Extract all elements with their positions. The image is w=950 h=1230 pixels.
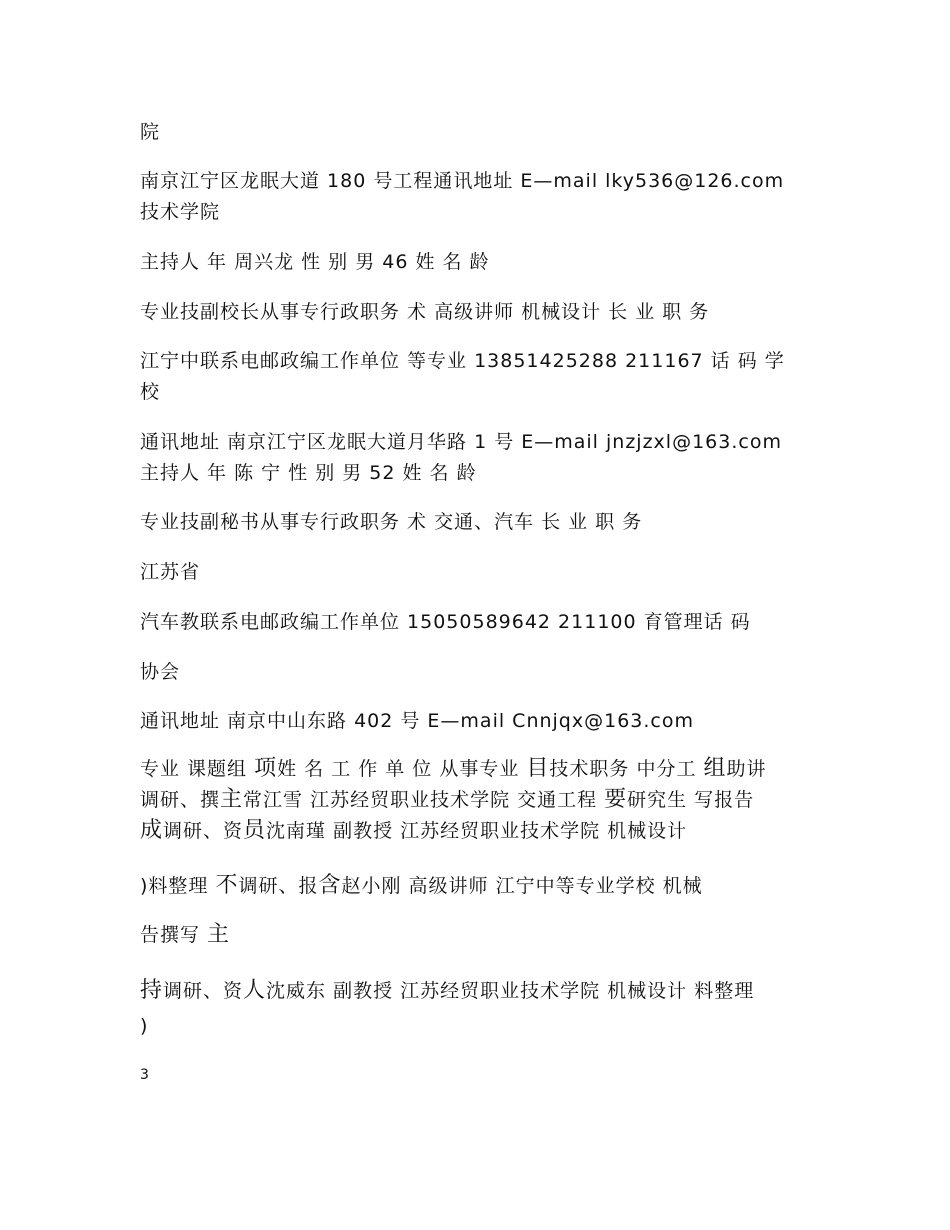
- team-row: [140, 920, 820, 950]
- text-fragment: 员: [243, 818, 267, 843]
- text-fragment: 要: [604, 787, 628, 812]
- text-fragment: 成: [140, 818, 164, 843]
- text-fragment: 助讲: [726, 758, 767, 780]
- text-fragment: 含: [318, 873, 342, 898]
- text-fragment: 调研、资: [163, 980, 244, 1002]
- text-fragment: 调研、撰: [140, 789, 221, 811]
- text-line: 通讯地址 南京江宁区龙眠大道月华路 1 号 E—mail jnzjzxl@163.com: [140, 431, 782, 453]
- text-line: 专业技副校长从事专行政职务 术 高级讲师 机械设计 长 业 职 务: [140, 301, 710, 323]
- text-fragment: ): [140, 1015, 149, 1037]
- text-line: 技术学院: [140, 201, 221, 223]
- text-fragment: 调研、报: [238, 875, 319, 897]
- text-fragment: 组: [703, 756, 727, 781]
- text-fragment: 常江雪 江苏经贸职业技术学院 交通工程: [243, 789, 605, 811]
- text-line: 通讯地址 南京中山东路 402 号 E—mail Cnnjqx@163.com: [140, 710, 694, 732]
- team-row: [140, 1011, 820, 1041]
- text-fragment: 赵小刚 高级讲师 江宁中等专业学校 机械: [341, 875, 703, 897]
- text-fragment: 研究生 写报告: [627, 789, 755, 811]
- text-line: 江宁中联系电邮政编工作单位 等专业 13851425288 211167 话 码 学: [140, 350, 785, 372]
- text-fragment: 人: [243, 978, 267, 1003]
- text-fragment: )料整理: [140, 875, 216, 897]
- text-fragment: 不: [215, 873, 239, 898]
- text-line: 主持人 年 周兴龙 性 别 男 46 姓 名 龄: [140, 251, 490, 273]
- text-fragment: 技术职务 中分工: [549, 758, 704, 780]
- team-row: [140, 976, 820, 1006]
- page-number: 3: [140, 1067, 149, 1083]
- team-row: [140, 871, 820, 901]
- text-line: 汽车教联系电邮政编工作单位 15050589642 211100 育管理话 码: [140, 611, 751, 633]
- text-line: 主持人 年 陈 宁 性 别 男 52 姓 名 龄: [140, 462, 477, 484]
- text-fragment: 姓 名 工 作 单 位 从事专业: [277, 758, 527, 780]
- text-fragment: 目: [526, 756, 550, 781]
- text-fragment: 告撰写: [140, 924, 208, 946]
- text-fragment: 专业 课题组: [140, 758, 255, 780]
- team-row: [140, 785, 820, 815]
- text-line: 院: [140, 121, 161, 143]
- team-row: [140, 816, 820, 846]
- text-fragment: 调研、资: [163, 820, 244, 842]
- text-line: 江苏省: [140, 561, 201, 583]
- team-row: [140, 754, 820, 784]
- text-fragment: 主: [220, 787, 244, 812]
- text-fragment: 持: [140, 978, 164, 1003]
- text-line: 协会: [140, 661, 181, 683]
- text-fragment: 项: [254, 756, 278, 781]
- text-fragment: 沈威东 副教授 江苏经贸职业技术学院 机械设计 料整理: [266, 980, 755, 1002]
- text-fragment: 沈南瑾 副教授 江苏经贸职业技术学院 机械设计: [266, 820, 688, 842]
- text-line: 南京江宁区龙眠大道 180 号工程通讯地址 E—mail lky536@126.com: [140, 170, 785, 192]
- text-line: 校: [140, 381, 161, 403]
- text-fragment: 主: [207, 922, 231, 947]
- text-line: 专业技副秘书从事专行政职务 术 交通、汽车 长 业 职 务: [140, 511, 643, 533]
